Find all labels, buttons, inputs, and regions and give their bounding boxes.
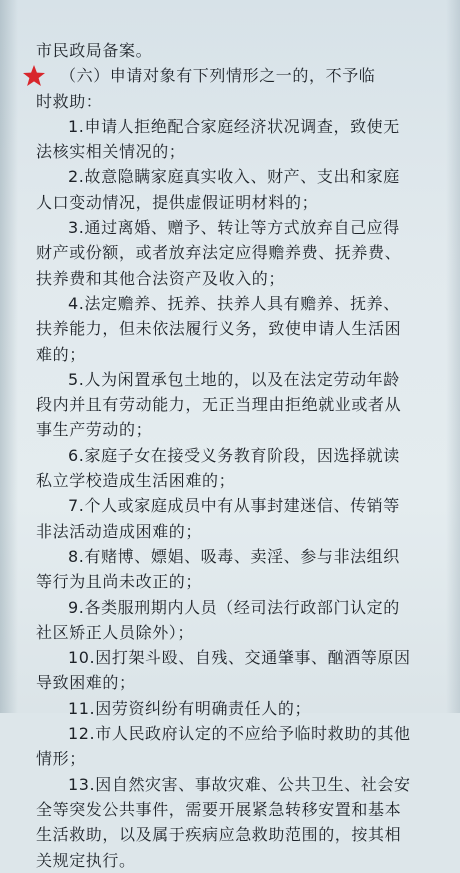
list-item-7: 7.个人或家庭成员中有从事封建迷信、传销等 [68,496,400,516]
list-item-8: 8.有赌博、嫖娼、吸毒、卖淫、参与非法组织 [68,546,400,566]
list-item-13: 13.因自然灾害、事故灾难、公共卫生、社会安 [68,774,411,794]
text-line: 私立学校造成生活困难的； [36,471,236,491]
text-line: 关规定执行。 [36,850,136,870]
text-line: 段内并且有劳动能力，无正当理由拒绝就业或者从 [36,395,402,415]
text-line: 情形； [36,749,86,769]
text-line: 生活救助，以及属于疾病应急救助范围的，按其相 [36,825,402,845]
list-item-12: 12.市人民政府认定的不应给予临时救助的其他 [68,724,411,744]
text-line: 财产或份额，或者放弃法定应得赡养费、抚养费、 [36,243,402,263]
list-item-9: 9.各类服刑期内人员（经司法行政部门认定的 [68,597,400,617]
text-line: 等行为且尚未改正的； [36,572,203,592]
section-heading [36,63,438,88]
text-line: 导致困难的； [36,673,136,693]
text-line: 社区矫正人员除外）； [36,622,195,642]
list-item-11: 11.因劳资纠纷有明确责任人的； [68,698,312,718]
section-heading-text: （六）申请对象有下列情形之一的，不予临 [60,66,376,86]
list-item-3: 3.通过离婚、赠予、转让等方式放弃自己应得 [68,218,400,238]
text-line: 全等突发公共事件，需要开展紧急转移安置和基本 [36,799,402,819]
text-line: 人口变动情况，提供虚假证明材料的； [36,192,319,212]
star-icon [22,64,46,88]
text-line: 扶养费和其他合法资产及收入的； [36,268,286,288]
text-line: 非法活动造成困难的； [36,521,203,541]
list-item-5: 5.人为闲置承包土地的，以及在法定劳动年龄 [68,369,400,389]
list-item-1: 1.申请人拒绝配合家庭经济状况调查，致使无 [68,116,400,136]
text-line: 市民政局备案。 [36,41,153,60]
text-line: 法核实相关情况的； [36,142,186,162]
text-line: 扶养能力，但未依法履行义务，致使申请人生活困 [36,319,402,339]
list-item-6: 6.家庭子女在接受义务教育阶段，因选择就读 [68,445,400,465]
text-line: 事生产劳动的； [36,420,153,440]
list-item-10: 10.因打架斗殴、自残、交通肇事、酗酒等原因 [68,648,411,668]
list-item-2: 2.故意隐瞒家庭真实收入、财产、支出和家庭 [68,167,400,187]
list-item-4: 4.法定赡养、抚养、扶养人具有赡养、抚养、 [68,293,400,313]
text-line: 时救助： [36,91,103,111]
text-line: 难的； [36,344,86,364]
